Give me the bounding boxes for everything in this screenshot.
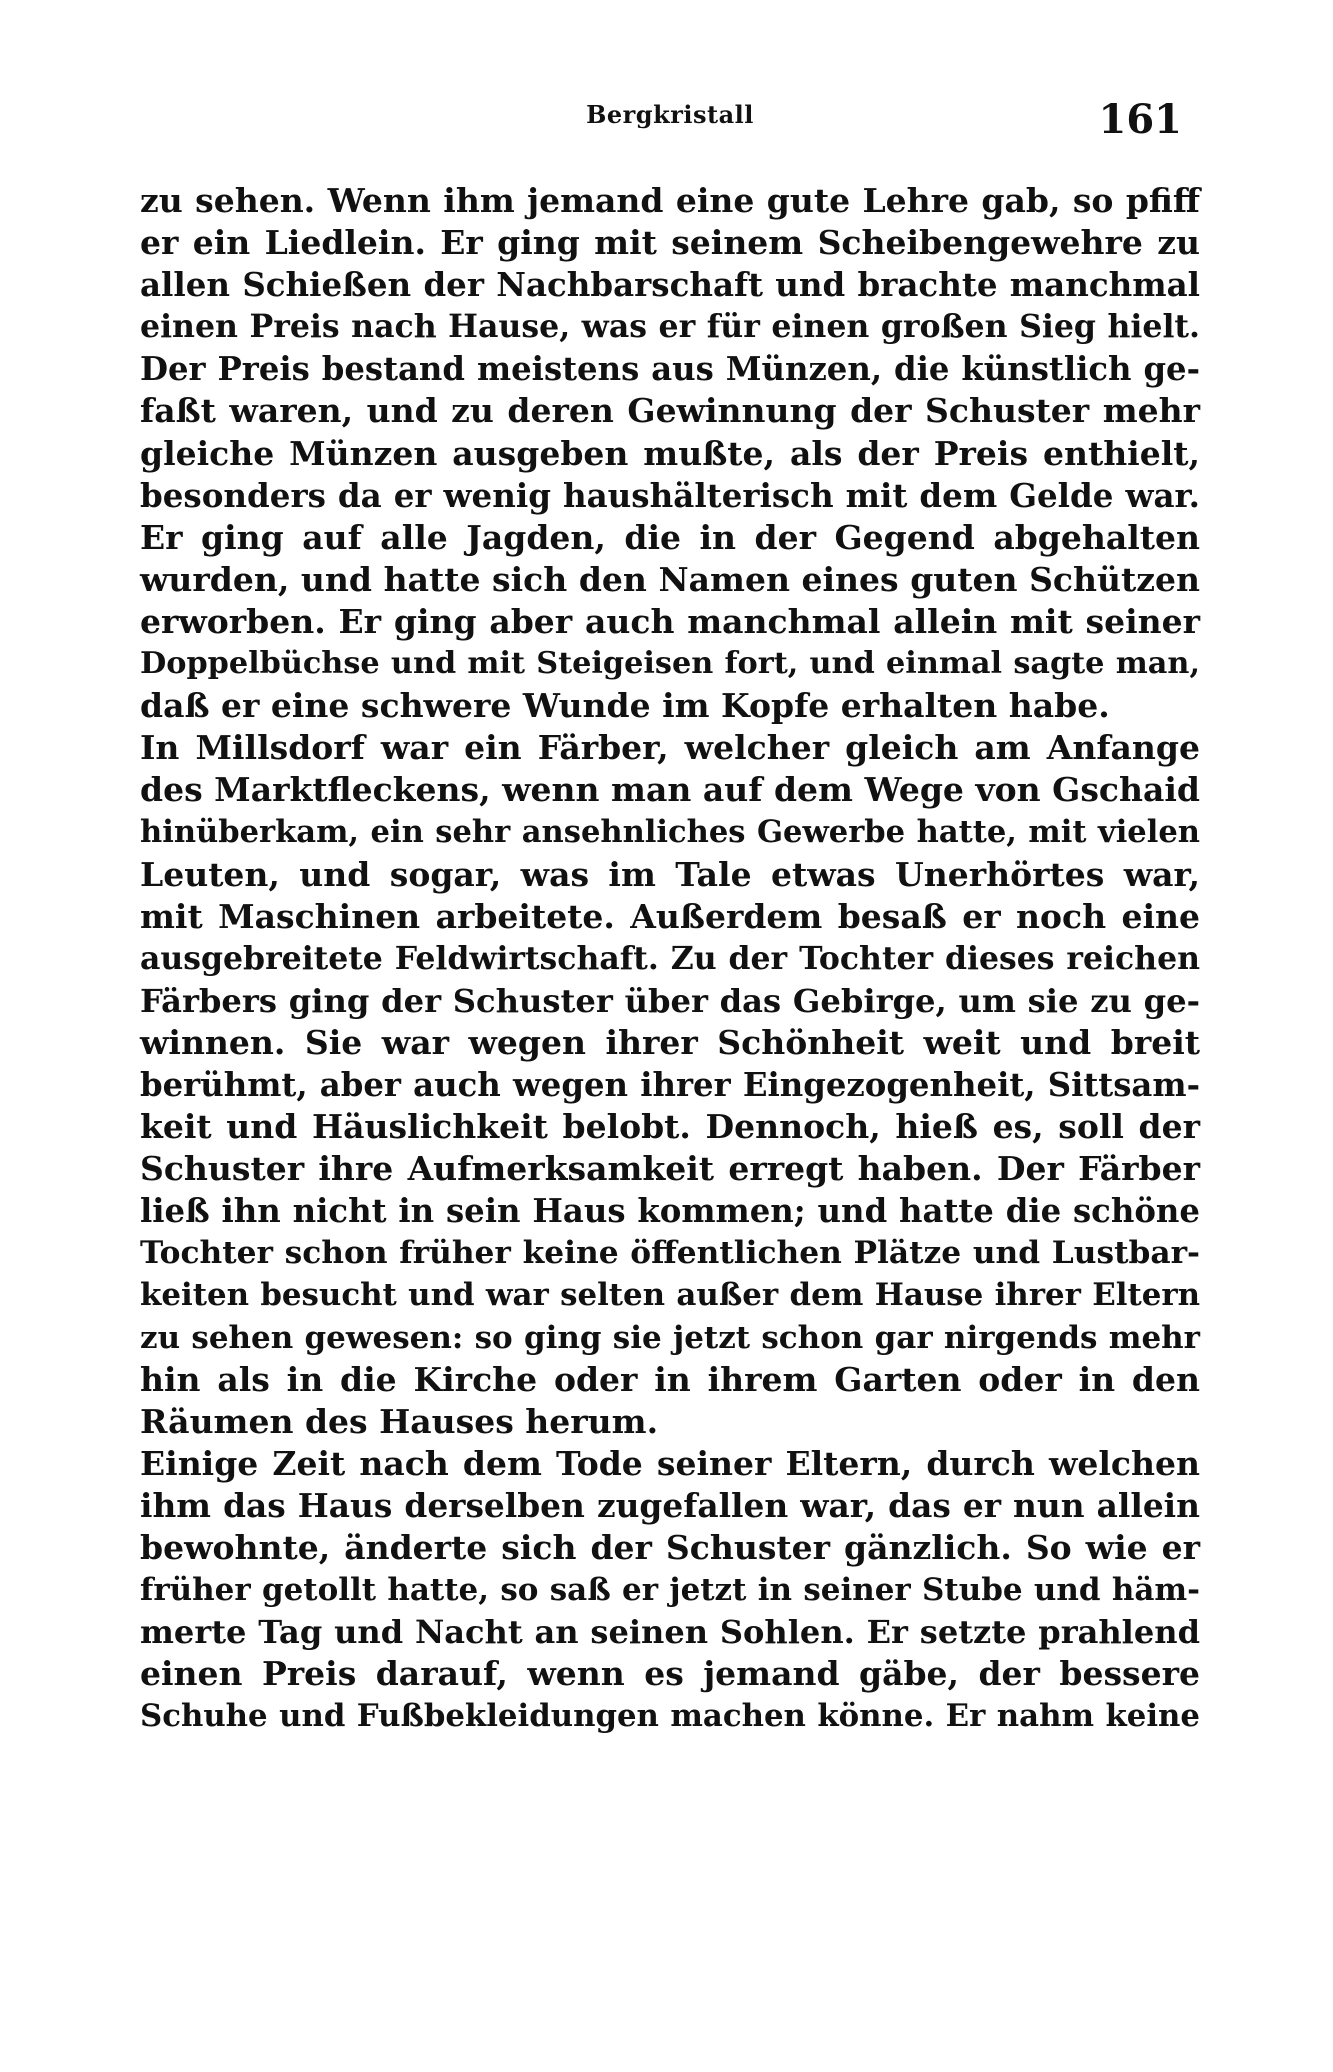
text-line: keit und Häuslichkeit belobt. Dennoch, hieß es, soll der (140, 1107, 1200, 1147)
text-line: mit Maschinen arbeitete. Außerdem besaß er noch eine (140, 896, 1200, 936)
text-line: Färbers ging der Schuster über das Gebirge, um sie zu ge- (140, 981, 1200, 1020)
text-line: erworben. Er ging aber auch manchmal allein mit seiner (140, 601, 1200, 641)
text-line: Der Preis bestand meistens aus Münzen, die künstlich ge- (140, 350, 1200, 389)
text-line: ließ ihn nicht in sein Haus kommen; und hatte die schöne (140, 1192, 1200, 1231)
text-line: daß er eine schwere Wunde im Kopfe erhalten habe. (140, 686, 1110, 726)
text-line: merte Tag und Nacht an seinen Sohlen. Er setzte prahlend (140, 1613, 1200, 1652)
body-text (140, 180, 1200, 1737)
text-line: Doppelbüchse und mit Steigeisen fort, und einmal sagte man, (140, 646, 1200, 682)
text-line: zu sehen. Wenn ihm jemand eine gute Lehre gab, so pfiff (140, 181, 1200, 220)
text-line: keiten besucht und war selten außer dem Hause ihrer Eltern (140, 1277, 1200, 1314)
text-line: zu sehen gewesen: so ging sie jetzt schon gar nirgends mehr (140, 1319, 1200, 1356)
text-line: wurden, und hatte sich den Namen eines guten Schützen (140, 559, 1200, 599)
text-line: bewohnte, änderte sich der Schuster gänzlich. So wie er (140, 1528, 1200, 1567)
text-line: Räumen des Hauses herum. (140, 1401, 659, 1441)
text-line: hin als in die Kirche oder in ihrem Garten oder in den (140, 1359, 1200, 1399)
text-line: allen Schießen der Nachbarschaft und brachte manchmal (140, 265, 1200, 305)
text-line: besonders da er wenig haushälterisch mit dem Gelde war. (140, 475, 1200, 515)
text-line: einen Preis nach Hause, was er für einen großen Sieg hielt. (140, 308, 1200, 346)
text-line: berühmt, aber auch wegen ihrer Eingezogenheit, Sittsam- (140, 1065, 1200, 1104)
text-line: ihm das Haus derselben zugefallen war, das er nun allein (140, 1485, 1200, 1525)
text-line: Schuhe und Fußbekleidungen machen könne. Er nahm keine (140, 1698, 1200, 1735)
running-head (140, 96, 1200, 143)
text-line: Tochter schon früher keine öffentlichen Plätze und Lustbar- (140, 1235, 1200, 1272)
text-line: Leuten, und sogar, was im Tale etwas Unerhörtes war, (140, 854, 1200, 894)
page-number: 161 (1098, 96, 1182, 143)
text-line: winnen. Sie war wegen ihrer Schönheit weit und breit (140, 1022, 1200, 1062)
text-line: Einige Zeit nach dem Tode seiner Eltern, durch welchen (140, 1443, 1200, 1483)
text-line: In Millsdorf war ein Färber, welcher gleich am Anfange (140, 728, 1200, 768)
running-title: Bergkristall (586, 100, 754, 129)
text-line: einen Preis darauf, wenn es jemand gäbe, der bessere (140, 1654, 1200, 1694)
text-line: früher getollt hatte, so saß er jetzt in seiner Stube und häm- (140, 1572, 1200, 1609)
text-line: ausgebreitete Feldwirtschaft. Zu der Tochter dieses reichen (140, 939, 1200, 977)
text-line: Schuster ihre Aufmerksamkeit erregt haben. Der Färber (140, 1149, 1200, 1189)
text-line: gleiche Münzen ausgeben mußte, als der Preis enthielt, (140, 433, 1200, 473)
text-line: hinüberkam, ein sehr ansehnliches Gewerbe hatte, mit vielen (140, 814, 1200, 851)
text-line: des Marktfleckens, wenn man auf dem Wege von Gschaid (140, 770, 1200, 810)
text-line: er ein Liedlein. Er ging mit seinem Scheibengewehre zu (140, 223, 1200, 263)
text-line: faßt waren, und zu deren Gewinnung der Schuster mehr (140, 391, 1200, 431)
text-line: Er ging auf alle Jagden, die in der Gegend abgehalten (140, 517, 1200, 557)
